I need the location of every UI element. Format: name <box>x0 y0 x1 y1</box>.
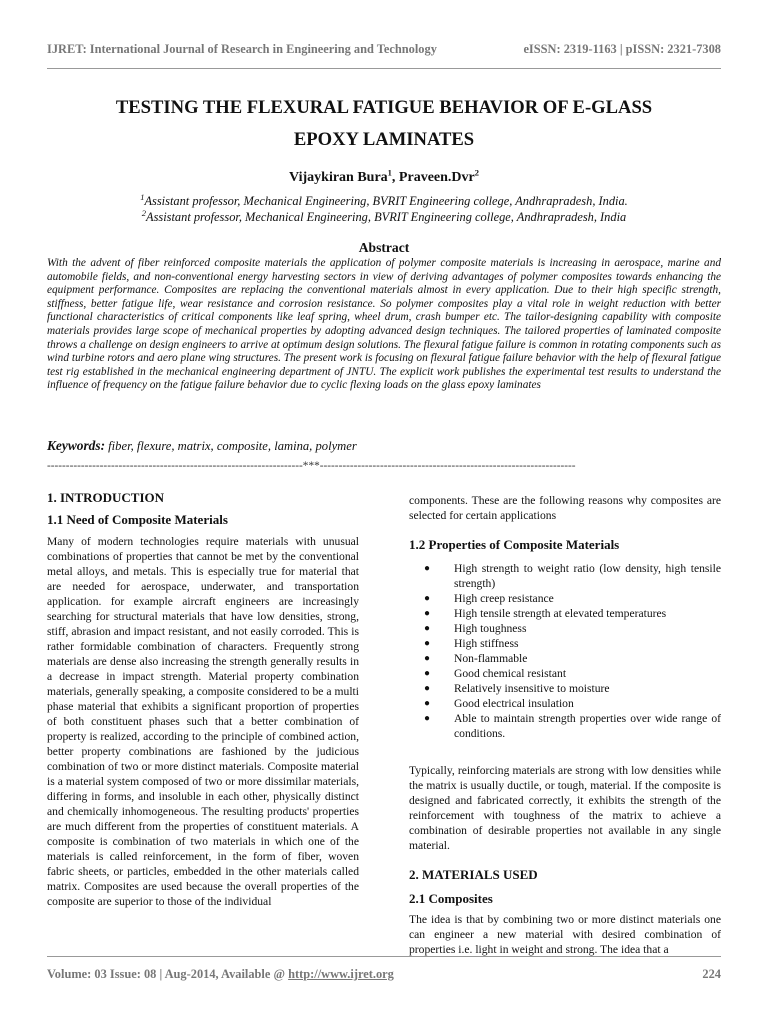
list-item-text: High strength to weight ratio (low density, high tensile strength) <box>454 562 721 590</box>
list-item-text: High tensile strength at elevated temperatures <box>454 607 667 620</box>
subsection-heading-composites: 2.1 Composites <box>409 891 493 906</box>
affiliation <box>47 193 721 209</box>
footer-rule <box>47 956 721 957</box>
list-item <box>409 621 721 636</box>
page-number: 224 <box>702 967 721 981</box>
title-line-2: EPOXY LAMINATES <box>293 129 475 150</box>
bullet-icon: ● <box>424 593 431 604</box>
list-item-text: High creep resistance <box>454 592 554 605</box>
title-line-1: TESTING THE FLEXURAL FATIGUE BEHAVIOR OF E-GLASS <box>115 97 653 118</box>
list-item <box>409 591 721 606</box>
keywords-text: fiber, flexure, matrix, composite, lamina, polymer <box>105 439 357 453</box>
intro-paragraph: Many of modern technologies require materials with unusual combinations of properties that cannot be met by the conventional metal alloys, and metals. This is especially true for material that are needed for aerospace, underwater, and transportation application. for example aircraft engineers are increasingly searching for structural materials that have low densities, strong, stiff, abrasion and impact resistant, and not easily corroded. This is rather formidable combination of characters. Frequently strong materials are dense also increasing the strength generally results in a decrease in impact strength. Material property combination materials, generally speaking, a composite considered to be a multi phase material that exhibits a significant proportion of properties of both constituent phases such that a better combination of property is realized, according to the principle of combined action, better property combinations are fashioned by the judicious combination of two or more distinct materials. Composite material is a material system composed of two or more dissimilar materials, differing in forms, and insoluble in each other, physically distinct and chemically inhomogeneous. The resulting products' properties are much different from the properties of constituent materials. A composite is combination of two materials in which one of the materials is called reinforcement, in the form of fiber, woven fabric sheets, or particles, embedded in the other materials called matrix. Composites are used because the overall properties of the composite are superior to those of the individual <box>47 535 359 908</box>
list-item-text: Able to maintain strength properties over wide range of conditions. <box>454 712 721 740</box>
author-mark: 2 <box>474 167 479 178</box>
abstract-body: With the advent of fiber reinforced composite materials the application of polymer composite materials is increasing in aerospace, marine and automobile fields, and non-conventional energy harvesting sectors in view of deriving advantages of polymer composites towards enhancing the equipment performance. Composites are replacing the conventional materials almost in every application. Due to their high specific strength, stiffness, better fatigue life, wear resistance and corrosion resistance. So polymer composites play a vital role in weight reduction with better functional characteristics of critical components like leaf spring, wheel drum, crash bumper etc. The tailor-designing capability with composite materials provides large scope of mechanical properties by adopting advanced design techniques. The tailored properties of laminated composite throws a challenge on design engineers to arrive at optimum design solutions. The flexural fatigue failure is common in rotating components such as wind turbine rotors and aero plane wing structures. The present work is focusing on flexural fatigue failure behavior with the help of flexural fatigue test rig established in the mechanical engineering department of JNTU. The explicit work publishes the experimental test results to understand the influence of frequency on the fatigue failure behavior due to cyclic flexing loads on the glass epoxy laminates <box>47 257 721 392</box>
issn: eISSN: 2319-1163 | pISSN: 2321-7308 <box>523 42 721 56</box>
keywords <box>47 438 721 454</box>
affiliation-mark: 1 <box>140 191 145 202</box>
list-item <box>409 666 721 681</box>
section-separator: --------------------------------------------------------------------***-------------------------------------------------------------------- <box>47 460 576 472</box>
list-item-text: High stiffness <box>454 637 519 650</box>
composites-paragraph: The idea is that by combining two or more distinct materials one can engineer a new material with desired combination of properties i.e. light in weight and strong. The idea that a <box>409 913 721 956</box>
list-item-text: Good chemical resistant <box>454 667 567 680</box>
list-item <box>409 636 721 651</box>
bullet-icon: ● <box>424 638 431 649</box>
affiliation-mark: 2 <box>141 207 147 218</box>
list-item <box>409 681 721 696</box>
author-mark: 1 <box>387 167 392 178</box>
header-rule <box>47 68 721 69</box>
paper-title <box>47 92 721 156</box>
list-item <box>409 651 721 666</box>
left-column <box>47 490 359 909</box>
list-item <box>409 696 721 711</box>
section-heading-materials: 2. MATERIALS USED <box>409 867 538 882</box>
author-list <box>47 167 721 186</box>
continuation-paragraph: components. These are the following reasons why composites are selected for certain applications <box>409 494 721 522</box>
author-separator: , <box>391 170 399 185</box>
properties-list <box>409 561 721 741</box>
author-name: Vijaykiran Bura <box>289 170 388 185</box>
bullet-icon: ● <box>424 563 431 574</box>
right-column <box>409 493 721 957</box>
bullet-icon: ● <box>424 668 431 679</box>
affiliations <box>47 193 721 225</box>
footer-volume <box>47 967 394 982</box>
journal-name: IJRET: International Journal of Research in Engineering and Technology <box>47 42 437 56</box>
running-header <box>47 42 721 57</box>
affiliation-text: Assistant professor, Mechanical Engineering, BVRIT Engineering college, Andhrapradesh, India. <box>144 194 628 208</box>
author-name: Praveen.Dvr <box>398 170 475 185</box>
bullet-icon: ● <box>424 683 431 694</box>
footer-volume-text: Volume: 03 Issue: 08 | Aug-2014, Available @ <box>47 967 289 981</box>
abstract-heading: Abstract <box>358 240 410 255</box>
section-heading-introduction: 1. INTRODUCTION <box>47 490 165 505</box>
bullet-icon: ● <box>424 653 431 664</box>
list-item-text: Non-flammable <box>454 652 528 665</box>
bullet-icon: ● <box>424 698 431 709</box>
list-item <box>409 711 721 741</box>
bullet-icon: ● <box>424 713 431 724</box>
list-item <box>409 561 721 591</box>
list-item-text: Relatively insensitive to moisture <box>454 682 610 695</box>
typical-paragraph: Typically, reinforcing materials are strong with low densities while the matrix is usually ductile, or tough, material. If the composite is designed and fabricated correctly, it exhibits the strength of the reinforcement with toughness of the matrix to achieve a combination of desirable properties not available in any single material. <box>409 764 721 852</box>
bullet-icon: ● <box>424 608 431 619</box>
affiliation <box>47 209 721 225</box>
subsection-heading-need: 1.1 Need of Composite Materials <box>47 512 228 527</box>
list-item-text: Good electrical insulation <box>454 697 574 710</box>
running-footer <box>47 967 721 982</box>
list-item-text: High toughness <box>454 622 527 635</box>
affiliation-text: Assistant professor, Mechanical Engineering, BVRIT Engineering college, Andhrapradesh, India <box>146 210 627 224</box>
keywords-label: Keywords: <box>47 438 106 453</box>
subsection-heading-properties: 1.2 Properties of Composite Materials <box>409 537 620 552</box>
journal-url-link[interactable]: http://www.ijret.org <box>288 967 394 981</box>
list-item <box>409 606 721 621</box>
bullet-icon: ● <box>424 623 431 634</box>
